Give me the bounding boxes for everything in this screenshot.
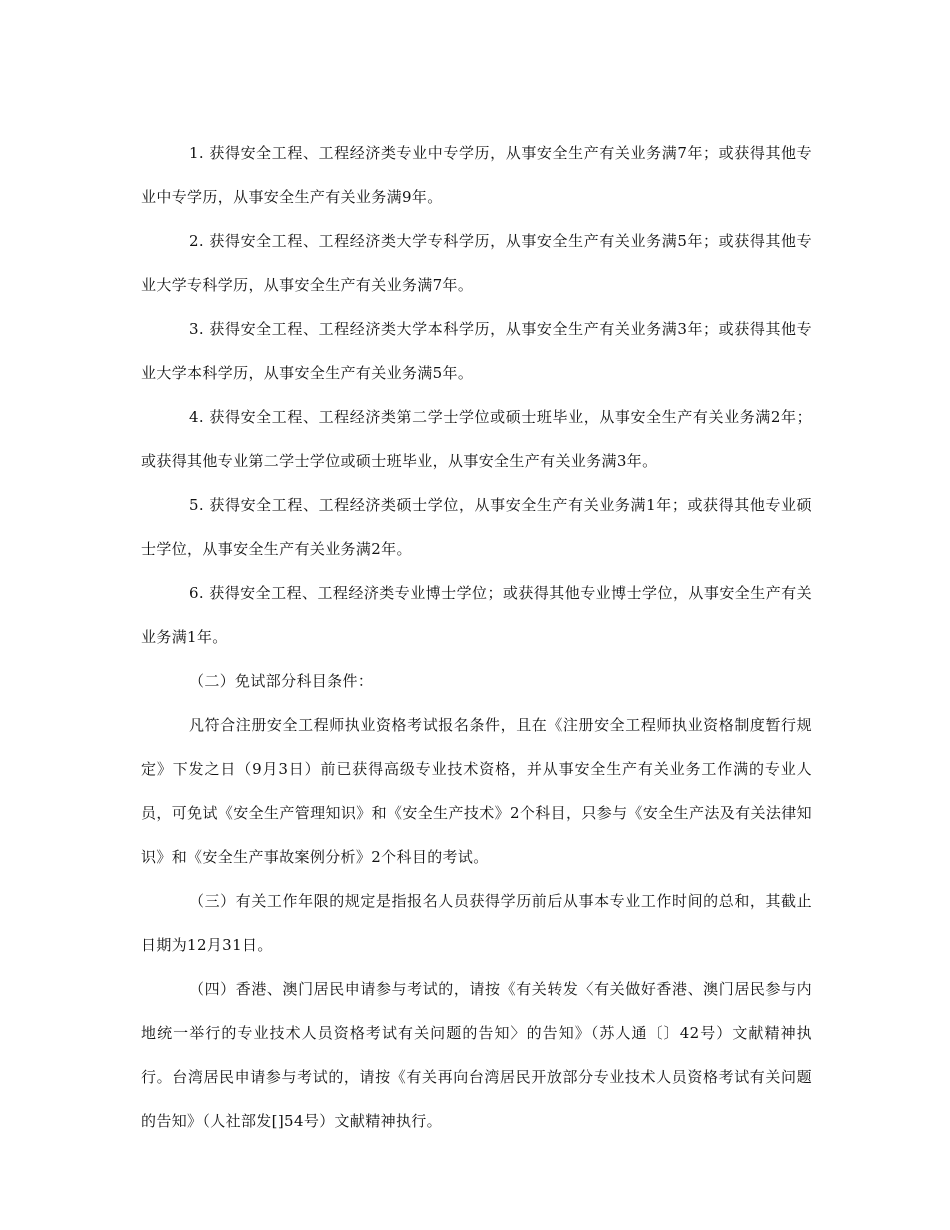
section-heading-exemption: （二）免试部分科目条件： <box>189 672 374 690</box>
document-body <box>141 131 812 1143</box>
paragraph-condition-5: 5. 获得安全工程、工程经济类硕士学位，从事安全生产有关业务满1年；或获得其他专业硕士学位，从事安全生产有关业务满2年。 <box>141 496 812 558</box>
paragraph-condition-6: 6. 获得安全工程、工程经济类专业博士学位；或获得其他专业博士学位，从事安全生产有关业务满1年。 <box>141 584 812 646</box>
paragraph-condition-2: 2. 获得安全工程、工程经济类大学专科学历，从事安全生产有关业务满5年；或获得其他专业大学专科学历，从事安全生产有关业务满7年。 <box>141 232 812 294</box>
paragraph-condition-1: 1. 获得安全工程、工程经济类专业中专学历，从事安全生产有关业务满7年；或获得其他专业中专学历，从事安全生产有关业务满9年。 <box>141 144 812 206</box>
paragraph-condition-3: 3. 获得安全工程、工程经济类大学本科学历，从事安全生产有关业务满3年；或获得其他专业大学本科学历，从事安全生产有关业务满5年。 <box>141 320 812 382</box>
paragraph-condition-4: 4. 获得安全工程、工程经济类第二学士学位或硕士班毕业，从事安全生产有关业务满2年；或获得其他专业第二学士学位或硕士班毕业，从事安全生产有关业务满3年。 <box>141 408 812 470</box>
paragraph-exemption-details: 凡符合注册安全工程师执业资格考试报名条件，且在《注册安全工程师执业资格制度暂行规定》下发之日（9月3日）前已获得高级专业技术资格，并从事安全生产有关业务工作满的专业人员，可免试《安全生产管理知识》和《安全生产技术》2个科目，只参与《安全生产法及有关法律知识》和《安全生产事故案例分析》2个科目的考试。 <box>141 716 812 866</box>
paragraph-hk-macau-taiwan: （四）香港、澳门居民申请参与考试的，请按《有关转发〈有关做好香港、澳门居民参与内地统一举行的专业技术人员资格考试有关问题的告知〉的告知》（苏人通〔〕42号）文献精神执行。台湾居民申请参与考试的，请按《有关再向台湾居民开放部分专业技术人员资格考试有关问题的告知》（人社部发[]54号）文献精神执行。 <box>141 980 812 1130</box>
paragraph-work-years-rule: （三）有关工作年限的规定是指报名人员获得学历前后从事本专业工作时间的总和，其截止日期为12月31日。 <box>141 892 812 954</box>
